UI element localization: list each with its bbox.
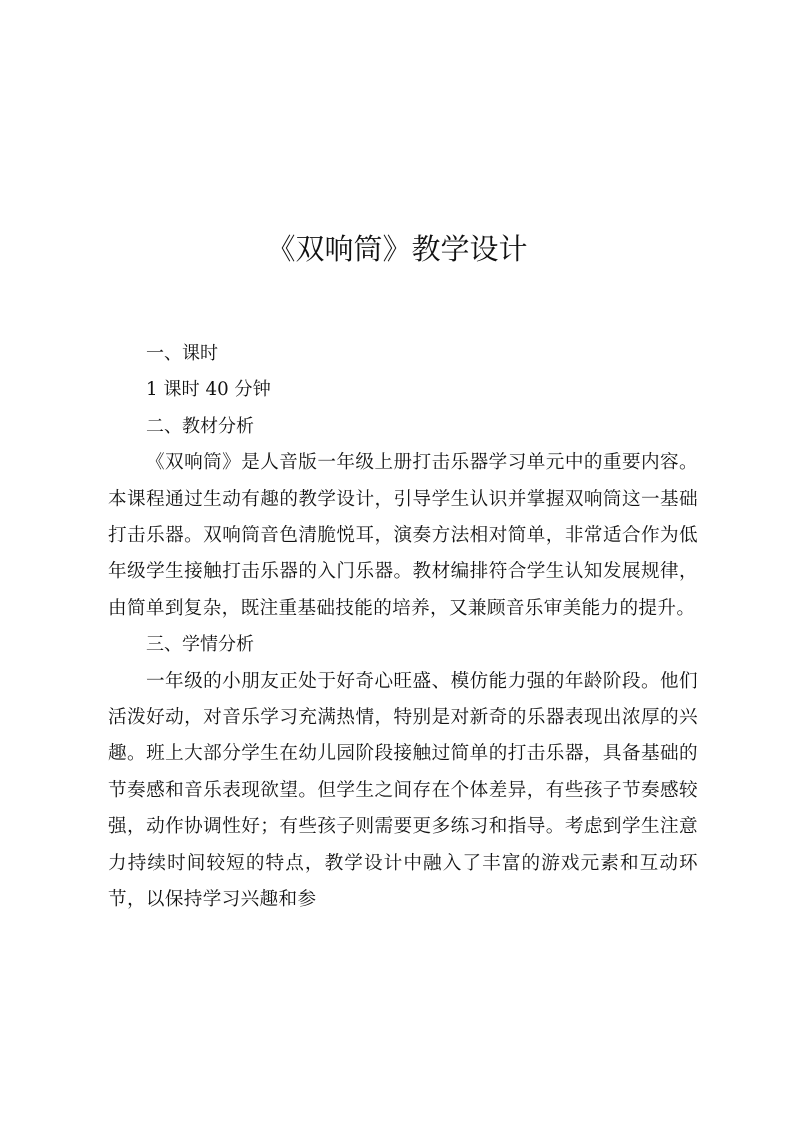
section-heading-material-analysis: 二、教材分析 xyxy=(146,415,254,437)
section-heading-student-analysis: 三、学情分析 xyxy=(146,634,254,656)
material-analysis-paragraph: 《双响筒》是人音版一年级上册打击乐器学习单元中的重要内容。本课程通过生动有趣的教学设计，引导学生认识并掌握双响筒这一基础打击乐器。双响筒音色清脆悦耳，演奏方法相对简单，非常适合作为低年级学生接触打击乐器的入门乐器。教材编排符合学生认知发展规律，由简单到复杂，既注重基础技能的培养，又兼顾音乐审美能力的提升。 xyxy=(108,452,698,619)
class-hours-text: 1 课时 40 分钟 xyxy=(146,379,271,401)
document-body xyxy=(108,336,698,919)
student-analysis-paragraph: 一年级的小朋友正处于好奇心旺盛、模仿能力强的年龄阶段。他们活泼好动，对音乐学习充满热情，特别是对新奇的乐器表现出浓厚的兴趣。班上大部分学生在幼儿园阶段接触过简单的打击乐器，具备基础的节奏感和音乐表现欲望。但学生之间存在个体差异，有些孩子节奏感较强，动作协调性好；有些孩子则需要更多练习和指导。考虑到学生注意力持续时间较短的特点，教学设计中融入了丰富的游戏元素和互动环节，以保持学习兴趣和参 xyxy=(108,670,698,911)
document-title: 《双响筒》教学设计 xyxy=(266,232,528,266)
section-heading-class-hours: 一、课时 xyxy=(146,343,218,364)
